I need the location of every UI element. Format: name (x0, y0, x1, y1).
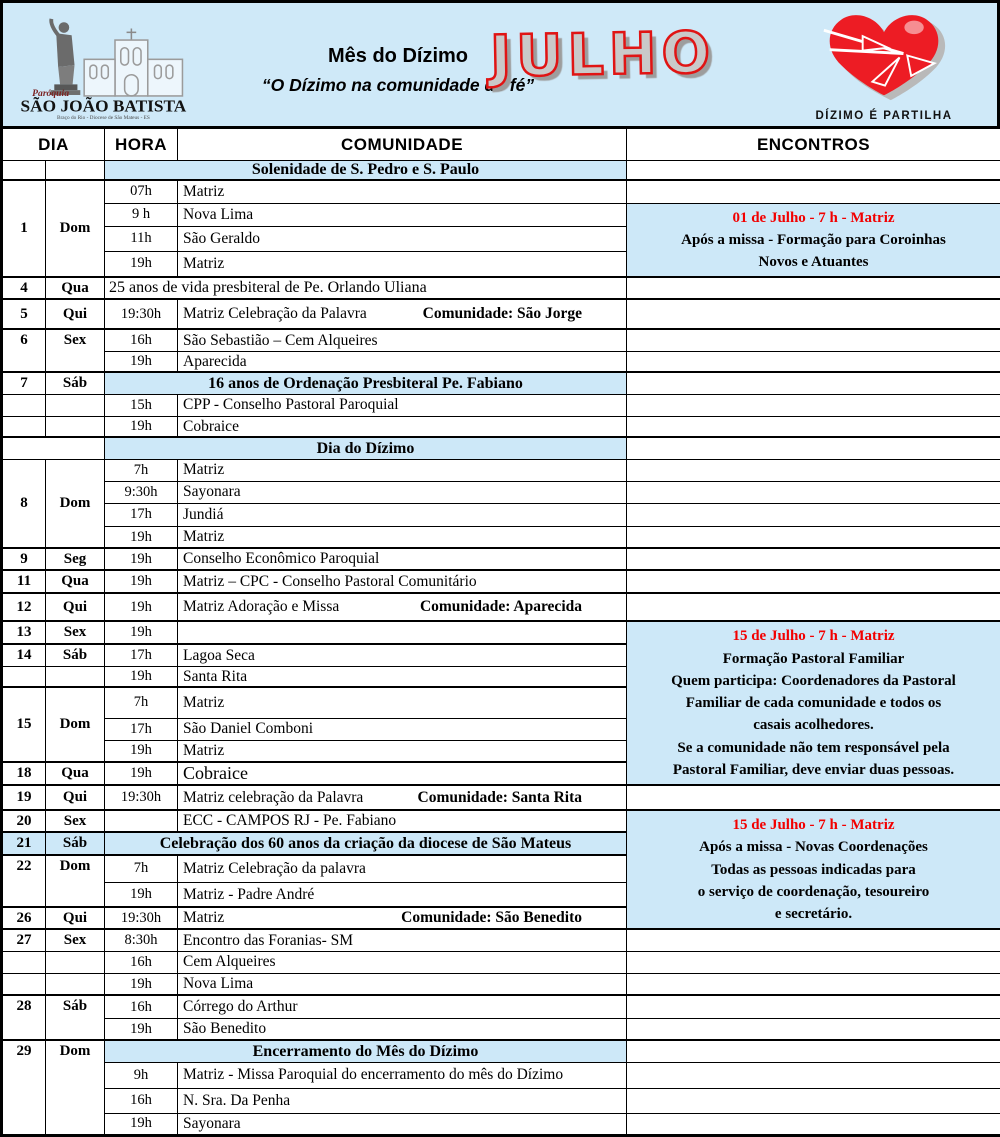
encontros-cell (627, 503, 1000, 526)
encontro-text-line: Após a missa - Formação para Coroinhas (631, 230, 996, 250)
encontro-text-line: casais acolhedores. (631, 715, 996, 735)
community-cell: Cobraice (178, 762, 627, 785)
banner-title: Mês do Dízimo (253, 45, 543, 68)
weekday-cell: Dom (46, 1040, 105, 1135)
time-cell: 8:30h (105, 929, 178, 951)
time-cell: 17h (105, 503, 178, 526)
table-row (2, 277, 1000, 299)
community-cell: Lagoa Seca (178, 644, 627, 666)
time-cell: 19h (105, 666, 178, 687)
community-cell: Conselho Econômico Paroquial (178, 548, 627, 570)
day-number-cell: 20 (2, 810, 46, 832)
day-number-cell: 26 (2, 907, 46, 929)
table-row (2, 1088, 1000, 1113)
community-text: Matriz Adoração e Missa (183, 598, 339, 616)
encontro-text-line: o serviço de coordenação, tesoureiro (631, 882, 996, 902)
table-row (2, 1018, 1000, 1040)
day-number-cell: 18 (2, 762, 46, 785)
encontros-cell (627, 459, 1000, 481)
encontros-cell (627, 1088, 1000, 1113)
day-number-cell: 11 (2, 570, 46, 593)
time-cell: 19h (105, 621, 178, 644)
day-number-cell: 4 (2, 277, 46, 299)
day-number-cell: 14 (2, 644, 46, 666)
table-row (2, 203, 1000, 226)
table-row (2, 459, 1000, 481)
community-span-cell: 25 anos de vida presbiteral de Pe. Orlando Uliana (105, 277, 627, 299)
encontros-note-cell (627, 203, 1000, 277)
weekday-cell (46, 951, 105, 973)
time-cell: 19h (105, 762, 178, 785)
community-cell: N. Sra. Da Penha (178, 1088, 627, 1113)
encontro-text-line: Pastoral Familiar, deve enviar duas pessoas. (631, 760, 996, 780)
time-cell: 15h (105, 394, 178, 416)
community-cell: Aparecida (178, 351, 627, 372)
community-cell: Matriz – CPC - Conselho Pastoral Comunitário (178, 570, 627, 593)
day-number-cell: 9 (2, 548, 46, 570)
table-row (2, 1113, 1000, 1135)
table-row (2, 180, 1000, 203)
community-bold-text: Comunidade: São Benedito (401, 909, 582, 927)
time-cell: 11h (105, 226, 178, 251)
day-number-cell: 8 (2, 459, 46, 548)
community-cell: Matriz Celebração da palavra (178, 855, 627, 882)
community-text: Matriz celebração da Palavra (183, 789, 363, 807)
encontros-note-cell (627, 810, 1000, 929)
community-cell (178, 785, 627, 810)
community-cell: São Benedito (178, 1018, 627, 1040)
section-header-cell: Solenidade de S. Pedro e S. Paulo (105, 161, 627, 181)
church-icon (84, 28, 182, 95)
banner-subtitle: “O Dízimo na comunidade de fé” (253, 75, 543, 96)
encontros-cell (627, 995, 1000, 1018)
community-cell: Sayonara (178, 1113, 627, 1135)
section-header-cell: Dia do Dízimo (105, 437, 627, 459)
weekday-cell: Sex (46, 929, 105, 951)
table-row (2, 810, 1000, 832)
time-cell: 19:30h (105, 907, 178, 929)
encontro-text-line: Familiar de cada comunidade e todos os (631, 693, 996, 713)
time-cell: 9h (105, 1062, 178, 1088)
encontro-text-line: Novos e Atuantes (631, 252, 996, 272)
time-cell: 16h (105, 995, 178, 1018)
day-number-cell: 19 (2, 785, 46, 810)
time-cell: 07h (105, 180, 178, 203)
encontros-cell (627, 951, 1000, 973)
day-number-cell: 1 (2, 180, 46, 277)
community-cell (178, 299, 627, 329)
table-row (2, 548, 1000, 570)
community-cell (178, 621, 627, 644)
community-cell: Matriz - Missa Paroquial do encerramento do mês do Dízimo (178, 1062, 627, 1088)
weekday-cell: Sex (46, 329, 105, 372)
community-cell: Matriz (178, 251, 627, 277)
encontro-text-line: Quem participa: Coordenadores da Pastoral (631, 671, 996, 691)
encontros-cell (627, 394, 1000, 416)
table-row (2, 973, 1000, 995)
time-cell: 16h (105, 951, 178, 973)
banner (0, 0, 1000, 126)
weekday-cell (46, 973, 105, 995)
heart-icon (812, 7, 957, 104)
encontro-text-line: e secretário. (631, 904, 996, 924)
community-bold-text: Comunidade: São Jorge (423, 305, 582, 323)
table-row (2, 372, 1000, 394)
encontro-text-line: Formação Pastoral Familiar (631, 649, 996, 669)
time-cell: 16h (105, 1088, 178, 1113)
table-row (2, 161, 1000, 181)
community-cell (178, 907, 627, 929)
community-flex (183, 305, 624, 323)
time-cell (105, 810, 178, 832)
parish-subtitle-text: Braço do Rio - Diocese de São Mateus - ES (57, 115, 150, 121)
parish-logo (15, 15, 215, 121)
day-number-cell (2, 416, 46, 437)
column-header-dia: DIA (2, 128, 105, 161)
day-number-cell: 15 (2, 687, 46, 762)
table-row (2, 481, 1000, 503)
weekday-cell (46, 416, 105, 437)
section-header-cell: Encerramento do Mês do Dízimo (105, 1040, 627, 1062)
day-number-cell: 6 (2, 329, 46, 372)
time-cell: 17h (105, 644, 178, 666)
day-number-cell (2, 666, 46, 687)
community-cell: Matriz (178, 526, 627, 548)
weekday-cell: Sáb (46, 372, 105, 394)
section-header-cell: 16 anos de Ordenação Presbiteral Pe. Fabiano (105, 372, 627, 394)
encontros-cell (627, 548, 1000, 570)
weekday-cell: Qui (46, 785, 105, 810)
time-cell: 19:30h (105, 299, 178, 329)
weekday-cell: Dom (46, 855, 105, 907)
encontros-cell (627, 277, 1000, 299)
community-cell: Matriz - Padre André (178, 882, 627, 907)
table-row (2, 951, 1000, 973)
community-text: Matriz (183, 909, 224, 927)
day-number-cell: 22 (2, 855, 46, 907)
community-cell: Nova Lima (178, 973, 627, 995)
weekday-cell: Dom (46, 180, 105, 277)
encontros-cell (627, 180, 1000, 203)
day-number-cell: 13 (2, 621, 46, 644)
weekday-cell: Qui (46, 593, 105, 621)
community-cell: São Geraldo (178, 226, 627, 251)
heart-caption: DÍZIMO É PARTILHA (809, 110, 959, 122)
weekday-cell (46, 666, 105, 687)
table-row (2, 351, 1000, 372)
community-bold-text: Comunidade: Santa Rita (418, 789, 583, 807)
weekday-cell: Dom (46, 687, 105, 762)
community-cell: Matriz (178, 740, 627, 762)
day-number-cell: 27 (2, 929, 46, 951)
column-header-comunidade: COMUNIDADE (178, 128, 627, 161)
encontro-text-line: Após a missa - Novas Coordenações (631, 837, 996, 857)
time-cell: 7h (105, 459, 178, 481)
table-row (2, 503, 1000, 526)
table-row (2, 995, 1000, 1018)
schedule-body (2, 161, 1000, 1136)
community-bold-text: Comunidade: Aparecida (420, 598, 582, 616)
community-flex (183, 909, 624, 927)
encontros-cell (627, 437, 1000, 459)
time-cell: 19h (105, 1113, 178, 1135)
time-cell: 9:30h (105, 481, 178, 503)
encontro-date-line: 15 de Julho - 7 h - Matriz (631, 815, 996, 835)
table-row (2, 394, 1000, 416)
encontros-cell (627, 416, 1000, 437)
time-cell: 19h (105, 351, 178, 372)
community-cell: Cem Alqueires (178, 951, 627, 973)
time-cell: 17h (105, 718, 178, 740)
community-flex (183, 789, 624, 807)
weekday-cell: Sex (46, 621, 105, 644)
weekday-cell: Seg (46, 548, 105, 570)
weekday-cell: Sáb (46, 995, 105, 1040)
table-row (2, 785, 1000, 810)
encontros-cell (627, 570, 1000, 593)
encontros-cell (627, 593, 1000, 621)
encontros-cell (627, 1040, 1000, 1062)
community-cell: Córrego do Arthur (178, 995, 627, 1018)
community-cell: São Sebastião – Cem Alqueires (178, 329, 627, 351)
schedule-table (0, 126, 1000, 1137)
weekday-cell: Qui (46, 299, 105, 329)
community-cell: CPP - Conselho Pastoral Paroquial (178, 394, 627, 416)
table-row (2, 593, 1000, 621)
encontro-text-line: Se a comunidade não tem responsável pela (631, 738, 996, 758)
month-title: JULHO (490, 25, 716, 86)
day-number-cell (2, 161, 46, 181)
encontros-cell (627, 351, 1000, 372)
day-number-cell: 5 (2, 299, 46, 329)
encontros-cell (627, 372, 1000, 394)
community-cell: Encontro das Foranias- SM (178, 929, 627, 951)
time-cell: 19h (105, 570, 178, 593)
community-cell: ECC - CAMPOS RJ - Pe. Fabiano (178, 810, 627, 832)
time-cell: 19h (105, 251, 178, 277)
community-cell: São Daniel Comboni (178, 718, 627, 740)
community-flex (183, 598, 624, 616)
column-header-hora: HORA (105, 128, 178, 161)
time-cell: 19h (105, 882, 178, 907)
weekday-cell (46, 161, 105, 181)
community-cell: Matriz (178, 459, 627, 481)
table-row (2, 570, 1000, 593)
time-cell: 19h (105, 593, 178, 621)
day-number-cell (2, 951, 46, 973)
table-row (2, 1040, 1000, 1062)
encontro-date-line: 01 de Julho - 7 h - Matriz (631, 208, 996, 228)
encontros-cell (627, 1062, 1000, 1088)
encontro-date-line: 15 de Julho - 7 h - Matriz (631, 626, 996, 646)
time-cell: 7h (105, 687, 178, 718)
community-cell: Jundiá (178, 503, 627, 526)
section-header-cell: Celebração dos 60 anos da criação da diocese de São Mateus (105, 832, 627, 855)
weekday-cell: Qua (46, 277, 105, 299)
time-cell: 16h (105, 329, 178, 351)
encontros-cell (627, 929, 1000, 951)
table-row (2, 299, 1000, 329)
time-cell: 19h (105, 973, 178, 995)
table-row (2, 329, 1000, 351)
encontros-cell (627, 1018, 1000, 1040)
time-cell: 19h (105, 1018, 178, 1040)
time-cell: 7h (105, 855, 178, 882)
encontros-cell (627, 299, 1000, 329)
weekday-cell (46, 394, 105, 416)
weekday-cell: Dom (46, 459, 105, 548)
encontros-cell (627, 329, 1000, 351)
time-cell: 9 h (105, 203, 178, 226)
day-number-cell (2, 973, 46, 995)
table-row (2, 526, 1000, 548)
time-cell: 19h (105, 548, 178, 570)
community-cell: Matriz (178, 180, 627, 203)
day-number-cell: 12 (2, 593, 46, 621)
day-empty-cell (2, 437, 105, 459)
statue-icon (50, 19, 80, 95)
encontros-cell (627, 785, 1000, 810)
community-cell (178, 593, 627, 621)
encontros-cell (627, 526, 1000, 548)
day-number-cell: 7 (2, 372, 46, 394)
encontros-cell (627, 973, 1000, 995)
column-header-encontros: ENCONTROS (627, 128, 1000, 161)
day-number-cell: 29 (2, 1040, 46, 1135)
encontros-cell (627, 161, 1000, 181)
table-row (2, 929, 1000, 951)
encontro-text-line: Todas as pessoas indicadas para (631, 860, 996, 880)
parish-small-text: Paróquia (32, 88, 69, 99)
community-cell: Sayonara (178, 481, 627, 503)
table-row (2, 416, 1000, 437)
time-cell: 19h (105, 740, 178, 762)
weekday-cell: Sáb (46, 644, 105, 666)
weekday-cell: Sex (46, 810, 105, 832)
time-cell: 19:30h (105, 785, 178, 810)
community-cell: Cobraice (178, 416, 627, 437)
weekday-cell: Qui (46, 907, 105, 929)
heart-logo (809, 7, 959, 122)
table-row (2, 621, 1000, 644)
community-cell: Matriz (178, 687, 627, 718)
weekday-cell: Qua (46, 570, 105, 593)
community-cell: Nova Lima (178, 203, 627, 226)
table-row (2, 437, 1000, 459)
parish-name-text: SÃO JOÃO BATISTA (21, 96, 187, 115)
day-number-cell (2, 394, 46, 416)
time-cell: 19h (105, 416, 178, 437)
weekday-cell: Sáb (46, 832, 105, 855)
day-number-cell: 28 (2, 995, 46, 1040)
time-cell: 19h (105, 526, 178, 548)
day-number-cell: 21 (2, 832, 46, 855)
table-row (2, 1062, 1000, 1088)
table-header-row (2, 128, 1000, 161)
encontros-cell (627, 481, 1000, 503)
encontros-note-cell (627, 621, 1000, 785)
community-cell: Santa Rita (178, 666, 627, 687)
weekday-cell: Qua (46, 762, 105, 785)
encontros-cell (627, 1113, 1000, 1135)
community-text: Matriz Celebração da Palavra (183, 305, 367, 323)
